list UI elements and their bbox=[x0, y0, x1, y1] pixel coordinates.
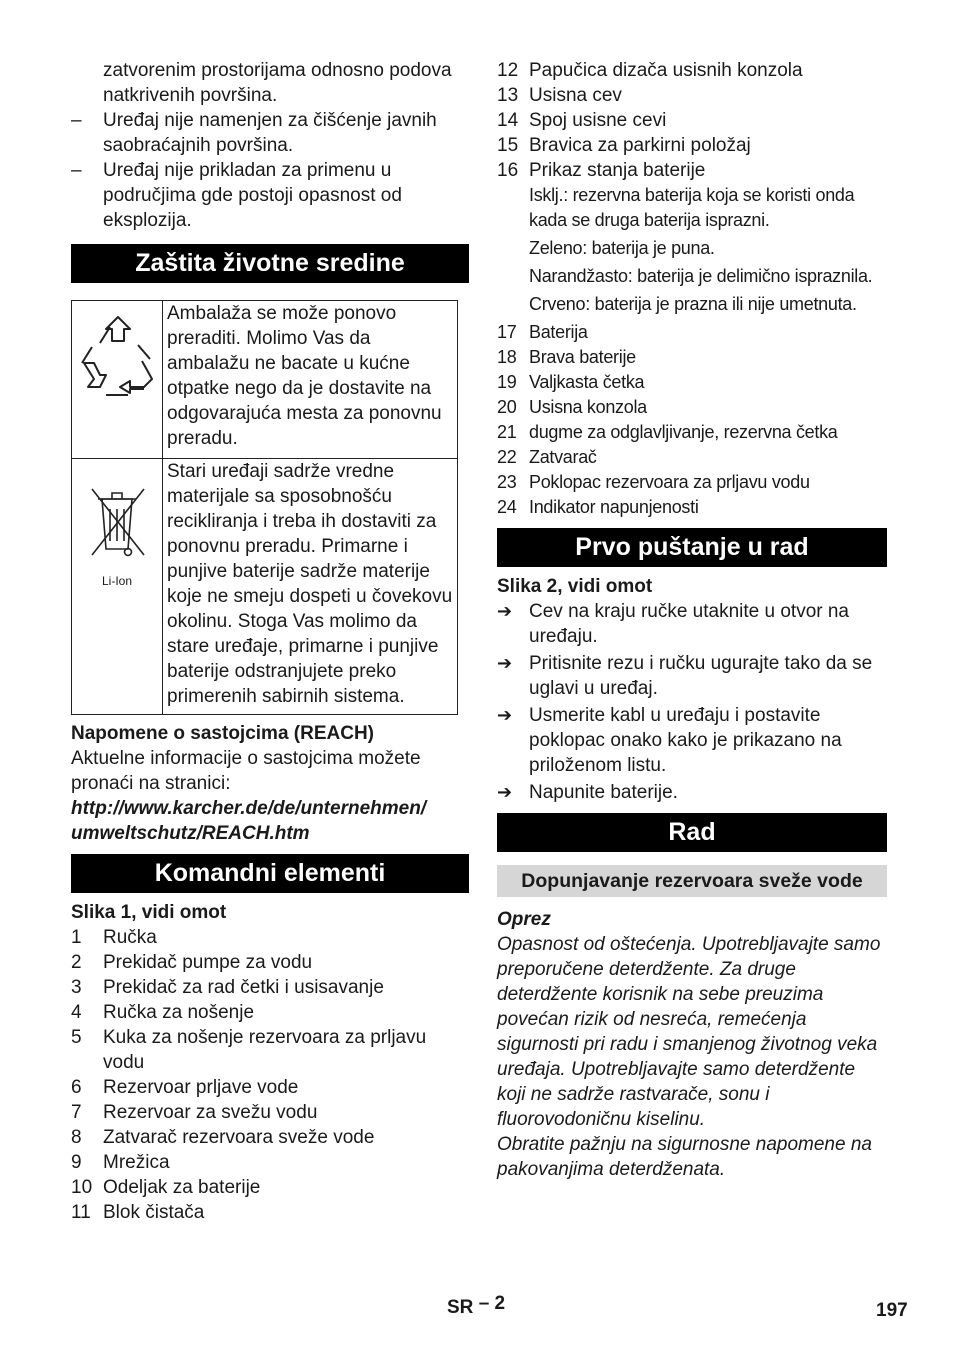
list-item: 3 Prekidač za rad četki i usisavanje bbox=[71, 977, 384, 998]
section-heading-first-start: Prvo puštanje u rad bbox=[497, 528, 887, 567]
table-row bbox=[72, 459, 458, 715]
list-item: 23 Poklopac rezervoara za prljavu vodu bbox=[497, 472, 810, 492]
controls-list-continued bbox=[497, 58, 887, 183]
list-item: 14 Spoj usisne cevi bbox=[497, 110, 667, 131]
step-item: ➔ Usmerite kabl u uređaju i postavite poklopac onako kako je prikazano na priloženom listu. bbox=[497, 705, 842, 776]
arrow-icon: ➔ bbox=[497, 782, 513, 802]
battery-state: Isklj.: rezervna baterija koja se koristi onda kada se druga baterija isprazni. bbox=[529, 185, 855, 230]
caution-text-2: Obratite pažnju na sigurnosne napomene na pakovanjima deterdženata. bbox=[497, 1134, 872, 1180]
list-item: 16 Prikaz stanja baterije bbox=[497, 160, 706, 181]
list-item: 13 Usisna cev bbox=[497, 85, 622, 106]
left-column bbox=[71, 58, 469, 1225]
list-item: 5 Kuka za nošenje rezervoara za prljavu vodu bbox=[71, 1027, 427, 1073]
list-item: 20 Usisna konzola bbox=[497, 397, 647, 417]
list-item: 24 Indikator napunjenosti bbox=[497, 497, 699, 517]
list-item: 6 Rezervoar prljave vode bbox=[71, 1077, 299, 1098]
li-ion-label: Li-Ion bbox=[101, 574, 133, 588]
reach-text: Aktuelne informacije o sastojcima možete pronaći na stranici: bbox=[71, 748, 421, 794]
reach-link[interactable]: http://www.karcher.de/de/unternehmen/ bbox=[71, 798, 427, 819]
crossed-bin-icon bbox=[72, 459, 163, 715]
table-row bbox=[72, 301, 458, 459]
reach-link-cont[interactable]: umweltschutz/REACH.htm bbox=[71, 823, 310, 844]
list-item: 19 Valjkasta četka bbox=[497, 372, 645, 392]
list-item: 11 Blok čistača bbox=[71, 1202, 205, 1223]
start-figure-ref: Slika 2, vidi omot bbox=[497, 576, 653, 597]
reach-heading: Napomene o sastojcima (REACH) bbox=[71, 723, 375, 744]
caution-title: Oprez bbox=[497, 909, 551, 930]
subsection-heading-refill: Dopunjavanje rezervoara sveže vode bbox=[497, 865, 887, 897]
step-item: ➔ Cev na kraju ručke utaknite u otvor na uređaju. bbox=[497, 601, 850, 647]
battery-state: Crveno: baterija je prazna ili nije umetnuta. bbox=[529, 294, 857, 314]
list-item: 21 dugme za odglavljivanje, rezervna četka bbox=[497, 422, 838, 442]
list-item: 1 Ručka bbox=[71, 927, 157, 948]
controls-figure-ref: Slika 1, vidi omot bbox=[71, 902, 227, 923]
list-item: 4 Ručka za nošenje bbox=[71, 1002, 255, 1023]
list-item: 17 Baterija bbox=[497, 322, 588, 342]
list-item: – Uređaj nije prikladan za primenu u područjima gde postoji opasnost od eksplozija. bbox=[71, 160, 402, 231]
caution-text: Opasnost od oštećenja. Upotrebljavajte samo preporučene deterdžente. Za druge deterdžente korisnik na sebe preuzima povećan rizik od nesreća, remećenja sigurnosti pri radu i smanjenog životnog veka uređaja. Upotrebljavajte samo deterdžente koji ne sadrže rastvarače, sonu i fluorovodoničnu kiselinu. bbox=[497, 934, 881, 1130]
battery-state: Zeleno: baterija je puna. bbox=[529, 238, 715, 258]
environment-table bbox=[71, 300, 458, 715]
list-item: 9 Mrežica bbox=[71, 1152, 170, 1173]
disposal-text: Stari uređaji sadrže vredne materijale sa sposobnošću recikliranja i treba ih dostaviti za ponovnu preradu. Primarne i punjive baterije sadrže materije koje ne smeju dospeti u čovekovu okolinu. Stoga Vas molimo da stare uređaje, primarne i punjive baterije odstranjujete preko primerenih sabirnih sistema. bbox=[163, 459, 458, 715]
section-heading-operation: Rad bbox=[497, 813, 887, 852]
intro-text: zatvorenim prostorijama odnosno podova natkrivenih površina. bbox=[103, 60, 452, 106]
footer-section-label: SR – 2 bbox=[447, 1293, 506, 1318]
list-item: 22 Zatvarač bbox=[497, 447, 597, 467]
recycle-text: Ambalaža se može ponovo preraditi. Molimo Vas da ambalažu ne bacate u kućne otpatke nego da je dostavite na odgovarajuća mesta za ponovnu preradu. bbox=[163, 301, 458, 459]
list-item: 2 Prekidač pumpe za vodu bbox=[71, 952, 313, 973]
controls-list bbox=[71, 925, 469, 1225]
list-item: – Uređaj nije namenjen za čišćenje javnih saobraćajnih površina. bbox=[71, 110, 437, 156]
step-item: ➔ Pritisnite rezu i ručku ugurajte tako da se uglavi u uređaj. bbox=[497, 653, 873, 699]
arrow-icon: ➔ bbox=[497, 653, 513, 673]
arrow-icon: ➔ bbox=[497, 601, 513, 621]
list-item: 18 Brava baterije bbox=[497, 347, 636, 367]
controls-list-continued-2 bbox=[497, 320, 887, 520]
section-heading-environment: Zaštita životne sredine bbox=[71, 244, 469, 283]
start-steps bbox=[497, 599, 887, 805]
list-item: 8 Zatvarač rezervoara sveže vode bbox=[71, 1127, 375, 1148]
list-item: 12 Papučica dizača usisnih konzola bbox=[497, 60, 803, 81]
step-item: ➔ Napunite baterije. bbox=[497, 782, 678, 803]
section-heading-controls: Komandni elementi bbox=[71, 854, 469, 893]
battery-state: Narandžasto: baterija je delimično ispraznila. bbox=[529, 266, 873, 286]
right-column bbox=[497, 58, 887, 1182]
battery-state-list bbox=[497, 183, 887, 317]
list-item: 10 Odeljak za baterije bbox=[71, 1177, 261, 1198]
page-number: 197 bbox=[876, 1300, 908, 1321]
list-item: 15 Bravica za parkirni položaj bbox=[497, 135, 751, 156]
arrow-icon: ➔ bbox=[497, 705, 513, 725]
list-item: 7 Rezervoar za svežu vodu bbox=[71, 1102, 318, 1123]
recycle-icon bbox=[72, 301, 163, 459]
